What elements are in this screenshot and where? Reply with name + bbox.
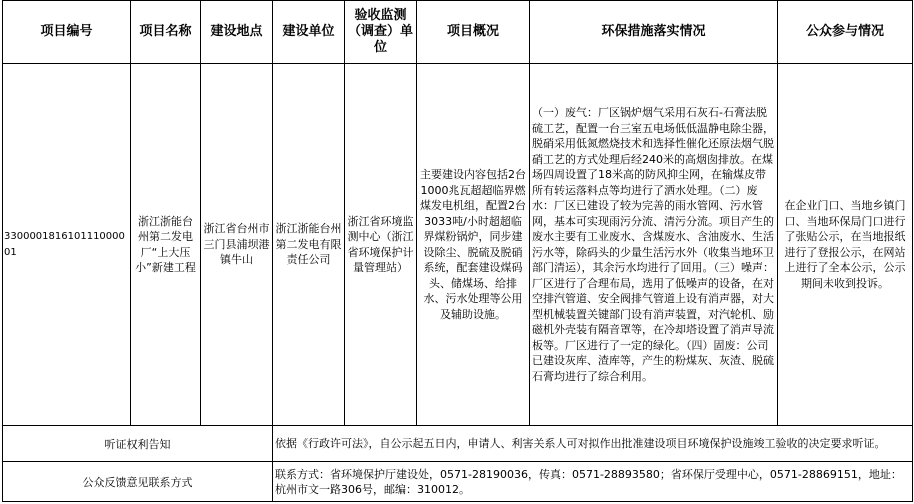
contact-label: 公众反馈意见联系方式 xyxy=(3,462,273,502)
hearing-text: 依据《行政许可法》，自公示起五日内，申请人、利害关系人可对拟作出批准建设项目环境保护设施竣工验收的决定要求听证。 xyxy=(273,426,913,462)
hearing-row xyxy=(3,426,913,462)
table-row xyxy=(3,64,913,426)
hearing-label: 听证权利告知 xyxy=(3,426,273,462)
cell-measures: （一）废气：厂区锅炉烟气采用石灰石-石膏法脱硫工艺，配置一台三室五电场低低温静电除尘器，脱硝采用低氮燃烧技术和选择性催化还原法烟气脱硝工艺的方式处理后经240米的高烟囱排放。在煤场四周设置了18米高的防风抑尘网，在输煤皮带所有转运落料点等均进行了洒水处理。（二）废水：厂区已建设了较为完善的雨水管网、污水管网，基本可实现雨污分流、清污分流。项目产生的废水主要有工业废水、含煤废水、含油废水、生活污水等，除码头的少量生活污水外（收集当地环卫部门清运），其余污水均进行了回用。（三）噪声：厂区进行了合理布局，选用了低噪声的设备，在对空排汽管道、安全阀排气管道上设有消声器，对大型机械装置关键部门设有消声装置，对汽轮机、励磁机外壳装有隔音罩等，在冷却塔设置了消声导流板等。厂区进行了一定的绿化。（四）固废：公司已建设灰库、渣库等，产生的粉煤灰、灰渣、脱硫石膏均进行了综合利用。 xyxy=(530,64,778,426)
header-monitor: 验收监测（调查）单位 xyxy=(345,1,417,64)
header-public: 公众参与情况 xyxy=(778,1,913,64)
header-project-id: 项目编号 xyxy=(3,1,131,64)
cell-public: 在企业门口、当地乡镇门口、当地环保局门口进行了张贴公示，在当地报纸进行了登报公示，在网站上进行了全本公示，公示期间未收到投诉。 xyxy=(778,64,913,426)
contact-text: 联系方式：省环境保护厅建设处，0571-28190036，传真：0571-28893580；省环保厅受理中心，0571-28869151，地址：杭州市文一路306号，邮编：310012。 xyxy=(273,462,913,502)
cell-builder: 浙江浙能台州第二发电有限责任公司 xyxy=(273,64,345,426)
header-location: 建设地点 xyxy=(201,1,273,64)
header-row xyxy=(3,1,913,64)
contact-row xyxy=(3,462,913,502)
header-measures: 环保措施落实情况 xyxy=(530,1,778,64)
cell-project-name: 浙江浙能台州第二发电厂“上大压小”新建工程 xyxy=(131,64,201,426)
header-overview: 项目概况 xyxy=(417,1,530,64)
header-builder: 建设单位 xyxy=(273,1,345,64)
cell-monitor: 浙江省环境监测中心（浙江省环境保护计量管理站） xyxy=(345,64,417,426)
cell-location: 浙江省台州市三门县浦坝港镇牛山 xyxy=(201,64,273,426)
cell-overview: 主要建设内容包括2台1000兆瓦超超临界燃煤发电机组，配置2台3033吨/小时超超临界煤粉锅炉，同步建设除尘、脱硫及脱硝系统，配套建设煤码头、储煤场、给排水、污水处理等公用及辅助设施。 xyxy=(417,64,530,426)
acceptance-publicity-table xyxy=(2,0,913,502)
cell-project-id: 330000181610111000001 xyxy=(3,64,131,426)
header-project-name: 项目名称 xyxy=(131,1,201,64)
